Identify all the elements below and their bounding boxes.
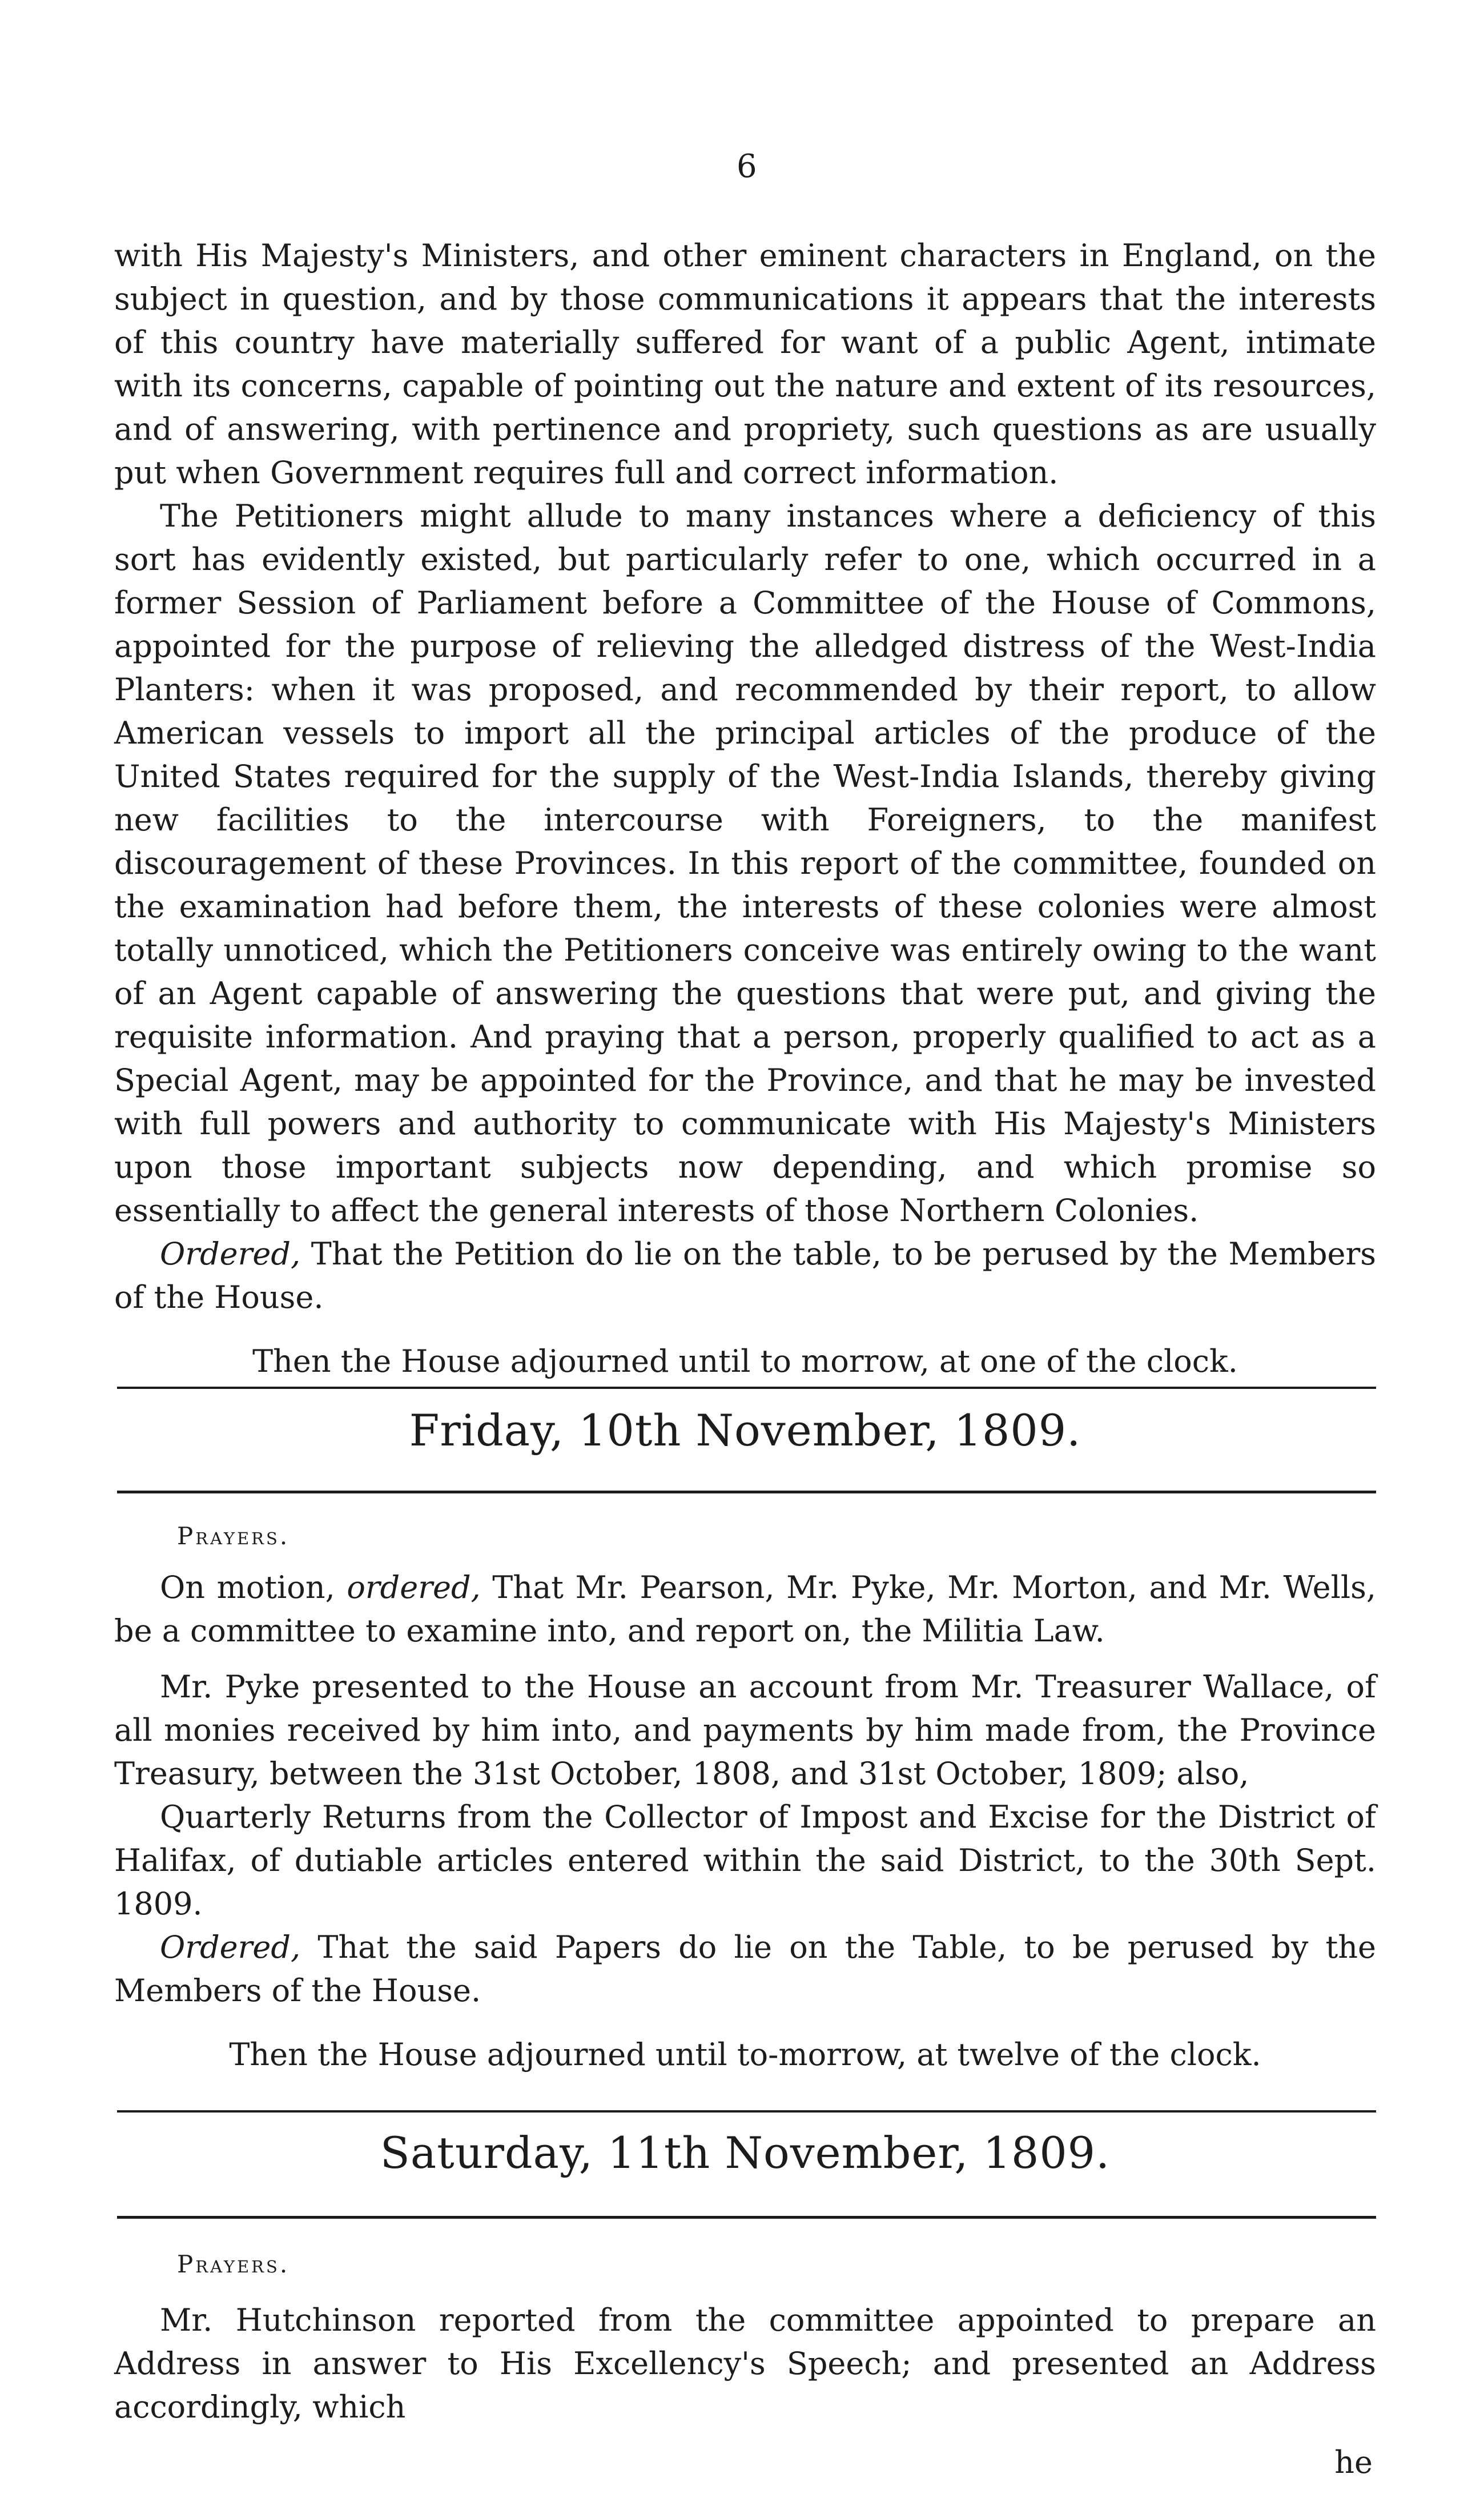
ordered-label: Ordered, [160,1236,301,1272]
saturday-section [114,2127,1376,2179]
adjournment-note: Then the House adjourned until to morrow, at one of the clock. [252,1343,1238,1379]
paragraph-quarterly-returns: Quarterly Returns from the Collector of Impost and Excise for the District of Halifax, of dutiable articles entered within the said District, to the 30th Sept. 1809. [114,1799,1376,1922]
friday-section [114,1405,1376,1456]
paragraph-ordered [114,1232,1376,1319]
motion-intro: On motion, [160,1569,347,1605]
friday-heading: Friday, 10th November, 1809. [409,1405,1081,1456]
paragraph-petition: The Petitioners might allude to many instances where a deficiency of this sort has evidently existed, but particularly refer to one, which occurred in a former Session of Parliament before a Committee of the House of Commons, appointed for the purpose of relieving the alledged distress of the West-India Planters: when it was proposed, and recommended by their report, to allow American vessels to import all the principal articles of the produce of the United States required for the supply of the West-India Islands, thereby giving new facilities to the intercourse with Foreigners, to the manifest discouragement of these Provinces. In this report of the committee, founded on the examination had before them, the interests of these colonies were almost totally unnoticed, which the Petitioners conceive was entirely owing to the want of an Agent capable of answering the questions that were put, and giving the requisite information. And praying that a person, properly qualified to act as a Special Agent, may be appointed for the Province, and that he may be invested with full powers and authority to communicate with His Majesty's Ministers upon those important subjects now depending, and which promise so essentially to affect the general interests of those Northern Colonies. [114,498,1376,1228]
paragraph-address-report: Mr. Hutchinson reported from the committee appointed to prepare an Address in answer to His Excellency's Speech; and presented an Address accordingly, which [114,2302,1376,2425]
paragraph-treasurer-account: Mr. Pyke presented to the House an account from Mr. Treasurer Wallace, of all monies received by him into, and payments by him made from, the Province Treasury, between the 31st October, 1808, and 31st October, 1809; also, [114,1669,1376,1792]
catchword: he [1334,2444,1373,2480]
ordered-text: That the Petition do lie on the table, to be perused by the Members of the House. [114,1236,1376,1315]
paragraph-ordered [114,1926,1376,2013]
ordered-label: Ordered, [160,1929,301,1965]
motion-text: That Mr. Pearson, Mr. Pyke, Mr. Morton, and Mr. Wells, be a committee to examine into, and report on, the Militia Law. [114,1569,1376,1649]
adjournment-note: Then the House adjourned until to-morrow, at twelve of the clock. [229,2037,1261,2073]
divider-rule [117,2216,1376,2219]
page-number: 6 [737,148,757,185]
divider-rule [117,1387,1376,1389]
ordered-text: That the said Papers do lie on the Table, to be perused by the Members of the House. [114,1929,1376,2009]
prayers-label: Prayers. [177,1522,290,1550]
friday-body [114,1519,1376,2077]
paragraph-continuation: with His Majesty's Ministers, and other eminent characters in England, on the subject in question, and by those communications it appears that the interests of this country have materially suffered for want of a public Agent, intimate with its concerns, capable of pointing out the nature and extent of its resources, and of answering, with pertinence and propriety, such questions as are usually put when Government requires full and correct information. [114,238,1376,491]
continuation-block [114,234,1376,1383]
paragraph-motion [114,1566,1376,1653]
divider-rule [117,1491,1376,1493]
saturday-heading: Saturday, 11th November, 1809. [380,2127,1111,2178]
divider-rule [117,2110,1376,2113]
ordered-label: ordered, [347,1569,481,1605]
saturday-body [114,2247,1376,2429]
prayers-label: Prayers. [177,2250,290,2278]
